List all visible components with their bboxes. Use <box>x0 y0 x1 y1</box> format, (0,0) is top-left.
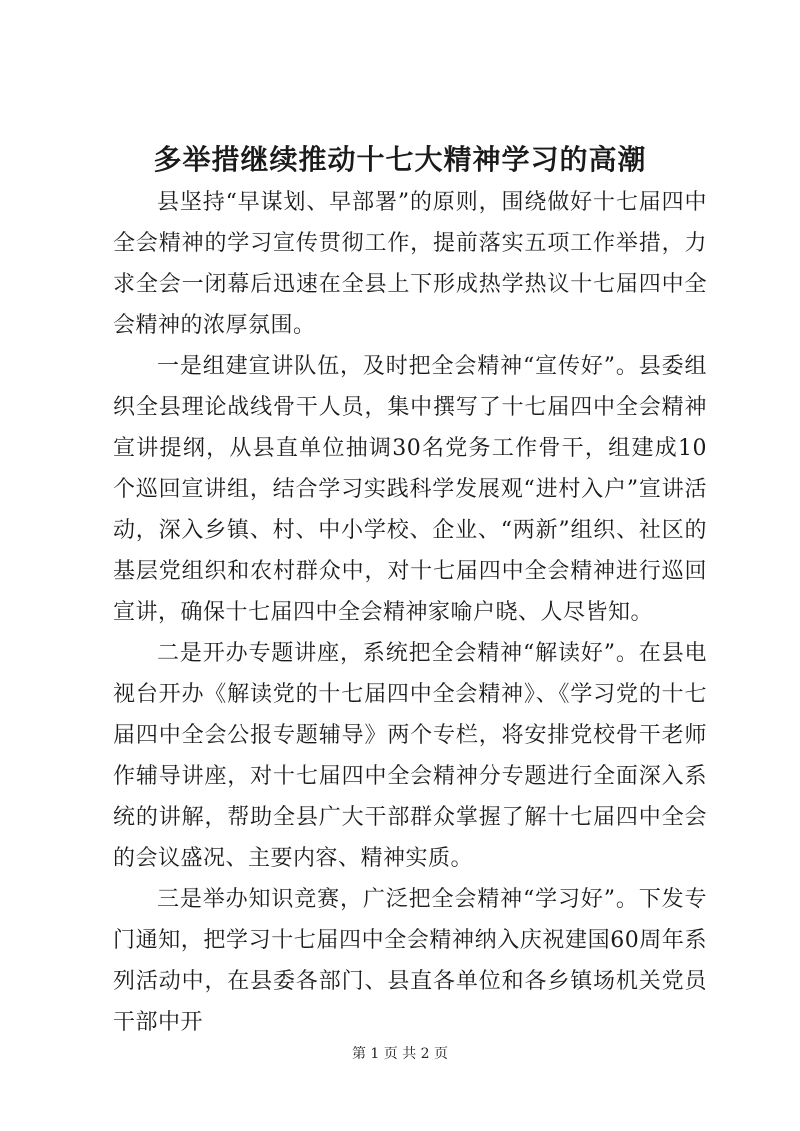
paragraph-intro: 县坚持“早谋划、早部署”的原则，围绕做好十七届四中全会精神的学习宣传贯彻工作，提前落实五项工作举措，力求全会一闭幕后迅速在全县上下形成热学热议十七届四中全会精神的浓厚氛围。 <box>113 190 707 338</box>
paragraph-measure-1: 一是组建宣讲队伍，及时把全会精神“宣传好”。县委组织全县理论战线骨干人员，集中撰写了十七届四中全会精神宣讲提纲，从县直单位抽调30名党务工作骨干，组建成10个巡回宣讲组，结合学习实践科学发展观“进村入户”宣讲活动，深入乡镇、村、中小学校、企业、“两新”组织、社区的基层党组织和农村群众中，对十七届四中全会精神进行巡回宣讲，确保十七届四中全会精神家喻户晓、人尽皆知。 <box>113 354 707 625</box>
page-number-footer: 第 1 页 共 2 页 <box>351 1046 449 1062</box>
document-body <box>113 182 707 1043</box>
document-title: 多举措继续推动十七大精神学习的高潮 <box>153 143 647 176</box>
paragraph-measure-3: 三是举办知识竞赛，广泛把全会精神“学习好”。下发专门通知，把学习十七届四中全会精神纳入庆祝建国60周年系列活动中，在县委各部门、县直各单位和各乡镇场机关党员干部中开 <box>113 887 707 1035</box>
paragraph-measure-2: 二是开办专题讲座，系统把全会精神“解读好”。在县电视台开办《解读党的十七届四中全会精神》、《学习党的十七届四中全会公报专题辅导》两个专栏，将安排党校骨干老师作辅导讲座，对十七届四中全会精神分专题进行全面深入系统的讲解，帮助全县广大干部群众掌握了解十七届四中全会的会议盛况、主要内容、精神实质。 <box>113 641 707 871</box>
